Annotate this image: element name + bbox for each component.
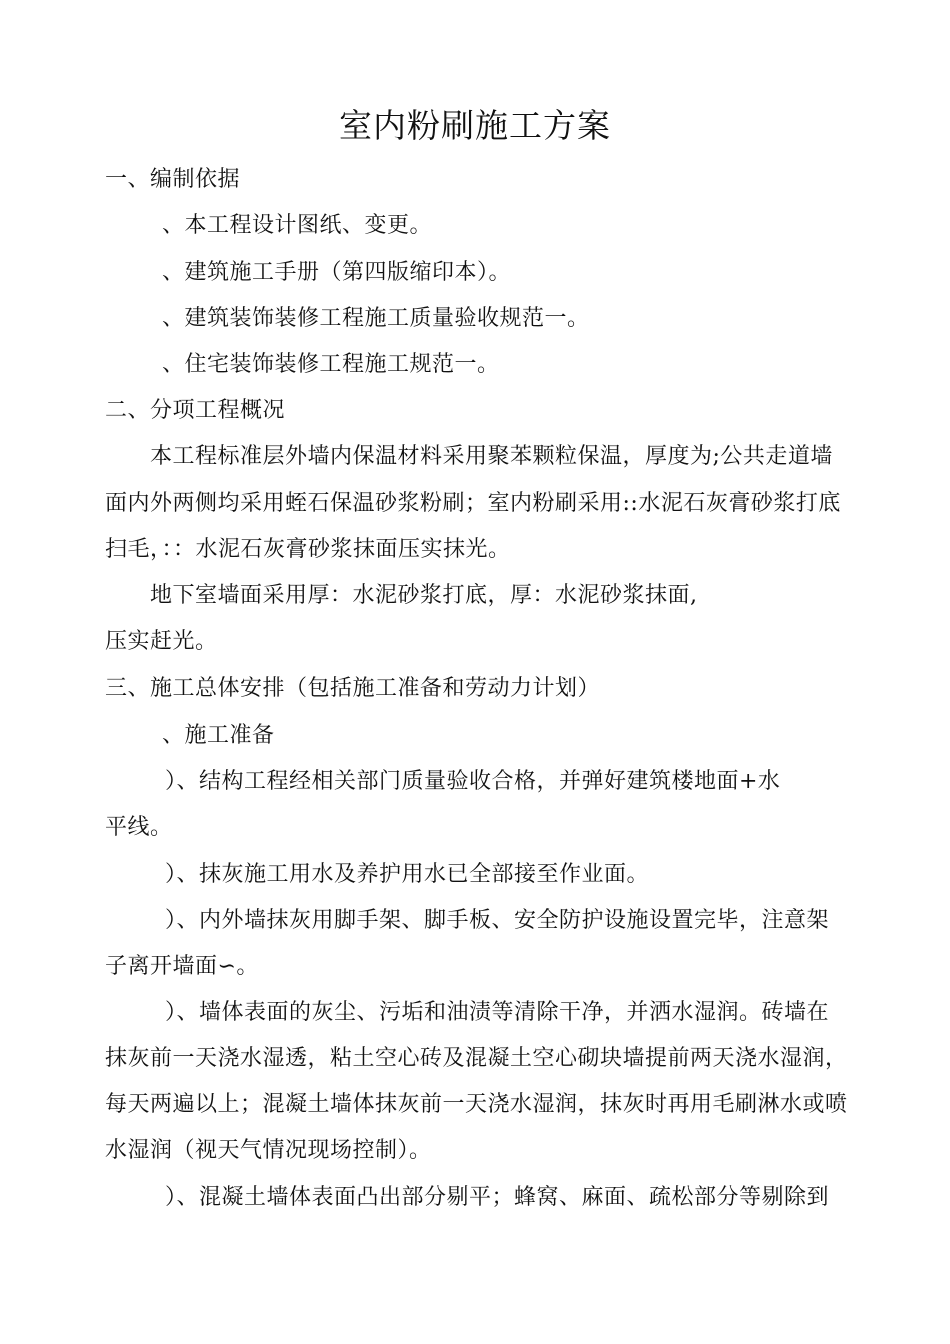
list-item: ）、结构工程经相关部门质量验收合格，并弹好建筑楼地面+水 xyxy=(165,769,781,794)
paragraph-line: 地下室墙面采用厚：水泥砂浆打底，厚：水泥砂浆抹面, xyxy=(150,583,698,608)
paragraph-line: 平线。 xyxy=(105,815,173,840)
section-heading: 三、施工总体安排（包括施工准备和劳动力计划） xyxy=(105,676,601,701)
paragraph-line: 本工程标准层外墙内保温材料采用聚苯颗粒保温，厚度为;公共走道墙 xyxy=(150,444,833,469)
subsection-heading: 、施工准备 xyxy=(162,723,275,748)
paragraph-line: 扫毛，：：水泥石灰膏砂浆抹面压实抹光。 xyxy=(105,537,511,562)
paragraph-line: 面内外两侧均采用蛭石保温砂浆粉刷；室内粉刷采用::水泥石灰膏砂浆打底 xyxy=(105,491,841,516)
section-heading: 一、编制依据 xyxy=(105,167,241,192)
list-item: ）、内外墙抹灰用脚手架、脚手板、安全防护设施设置完毕，注意架 xyxy=(165,908,830,933)
list-item: 、建筑装饰装修工程施工质量验收规范一。 xyxy=(162,306,590,331)
list-item: ）、抹灰施工用水及养护用水已全部接至作业面。 xyxy=(165,862,650,887)
document-title: 室内粉刷施工方案 xyxy=(339,106,611,145)
list-item: 、建筑施工手册（第四版缩印本）。 xyxy=(162,260,512,285)
list-item: ）、混凝土墙体表面凸出部分剔平；蜂窝、麻面、疏松部分等剔除到 xyxy=(165,1185,830,1210)
list-item: 、本工程设计图纸、变更。 xyxy=(162,213,433,238)
list-item: 、住宅装饰装修工程施工规范一。 xyxy=(162,352,500,377)
paragraph-line: 压实赶光。 xyxy=(105,629,218,654)
section-heading: 二、分项工程概况 xyxy=(105,398,286,423)
list-item: ）、墙体表面的灰尘、污垢和油渍等清除干净，并洒水湿润。砖墙在 xyxy=(165,1000,830,1025)
paragraph-line: 水湿润（视天气情况现场控制）。 xyxy=(105,1138,432,1163)
paragraph-line: 子离开墙面∽。 xyxy=(105,954,259,979)
paragraph-line: 抹灰前一天浇水湿透，粘土空心砖及混凝土空心砌块墙提前两天浇水湿润， xyxy=(105,1046,848,1071)
paragraph-line: 每天两遍以上；混凝土墙体抹灰前一天浇水湿润，抹灰时再用毛刷淋水或喷 xyxy=(105,1092,848,1117)
